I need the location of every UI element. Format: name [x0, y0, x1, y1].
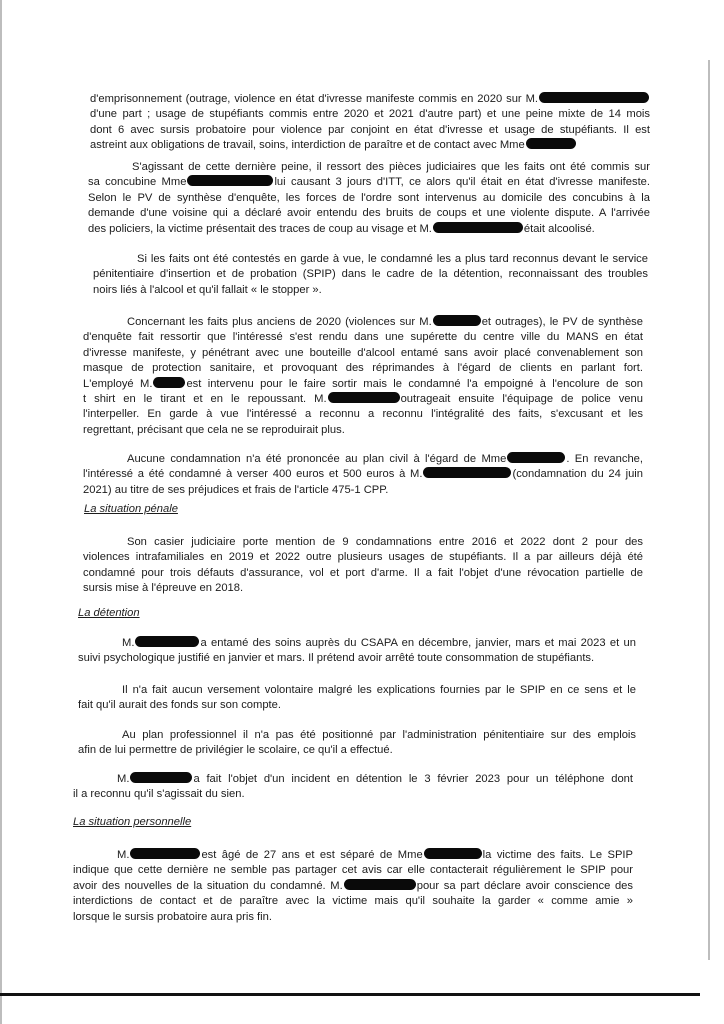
- text-run: sursis mise à l'épreuve en 2018.: [83, 582, 244, 595]
- redaction-bar: [539, 92, 649, 103]
- right-scan-edge: [708, 60, 710, 960]
- paragraph: [73, 848, 633, 925]
- paragraph: [83, 535, 643, 597]
- text-run: Concernant les faits plus anciens de 2020 (violences sur M.: [127, 316, 432, 328]
- text-run: afin de lui permettre de privilégier le scolaire, ce qu'il a effectué.: [78, 744, 393, 757]
- text-line: [83, 423, 643, 438]
- text-run: pénitentiaire d'insertion et de probation (SPIP) dans le cadre de la détention, reconnaissant des troubles: [93, 268, 648, 281]
- text-run: astreint aux obligations de travail, soins, interdiction de paraître et de contact avec Mme: [90, 139, 525, 152]
- redaction-bar: [433, 222, 523, 233]
- left-scan-edge: [0, 0, 2, 1024]
- text-run: interdictions de contact et de paraître avec la victime mais qu'il souhaite la garder « comme amie »: [73, 895, 633, 908]
- redaction-bar: [344, 879, 416, 890]
- text-line: [78, 683, 636, 698]
- text-run: outrageait ensuite l'équipage de police venu: [400, 393, 643, 406]
- text-line: [73, 910, 633, 925]
- text-line: [83, 346, 643, 361]
- text-run: violences intrafamiliales en 2019 et 2022 outre plusieurs usages de stupéfiants. Il a par ailleurs déjà été: [83, 551, 643, 564]
- text-line: [83, 315, 643, 330]
- text-run: M.: [117, 773, 130, 785]
- redaction-bar: [130, 848, 200, 859]
- text-line: [83, 581, 643, 596]
- text-run: dont 6 avec sursis probatoire pour violence par conjoint en état d'ivresse et usage de stupéfiants. Il est: [90, 123, 650, 136]
- redaction-bar: [328, 392, 400, 403]
- heading-situation-penale: La situation pénale: [84, 503, 178, 515]
- text-run: a fait l'objet d'un incident en détention le 3 février 2023 pour un téléphone dont: [193, 773, 633, 785]
- text-run: avoir des nouvelles de la situation du condamné. M.: [73, 879, 343, 892]
- text-run: Selon le PV de synthèse d'enquête, les forces de l'ordre sont intervenus au domicile des concubins à la: [88, 191, 650, 204]
- text-run: regrettant, précisant que cela ne se reproduirait plus.: [83, 423, 345, 436]
- text-line: [90, 138, 650, 153]
- text-run: lui causant 3 jours d'ITT, ce alors qu'il était en état d'ivresse manifeste.: [274, 176, 651, 189]
- text-run: suivi psychologique justifié en janvier et mars. Il prétend avoir arrêté toute consommation de stupéfiants.: [78, 652, 595, 665]
- text-line: [73, 787, 633, 802]
- text-line: [73, 863, 633, 878]
- redaction-bar: [423, 467, 511, 478]
- text-run: d'une part ; usage de stupéfiants commis entre 2020 et 2021 d'autre part) et une peine mixte de 14 mois: [90, 108, 650, 121]
- text-run: l'intéressé a été condamné à verser 400 euros et 500 euros à M.: [83, 468, 423, 481]
- text-line: [93, 283, 648, 298]
- redaction-bar: [153, 377, 185, 388]
- text-run: M.: [117, 849, 130, 861]
- text-line: [83, 377, 643, 392]
- page-bottom-rule: [0, 993, 700, 996]
- text-run: a entamé des soins auprès du CSAPA en décembre, janvier, mars et mai 2023 et un: [200, 637, 636, 649]
- paragraph: [83, 452, 643, 498]
- text-line: [78, 698, 636, 713]
- text-line: [88, 175, 650, 190]
- text-line: [90, 107, 650, 122]
- text-run: et outrages), le PV de synthèse: [481, 316, 643, 328]
- text-run: . En revanche,: [566, 453, 643, 465]
- text-run: d'ivresse manifeste, y pénétrant avec une bouteille d'alcool entamé sans avoir placé convenablement son: [83, 346, 643, 359]
- text-run: était alcoolisé.: [523, 222, 595, 235]
- text-line: [88, 222, 650, 237]
- redaction-bar: [130, 772, 192, 783]
- text-run: sa concubine Mme: [88, 176, 187, 189]
- text-line: [83, 407, 643, 422]
- text-line: [83, 361, 643, 376]
- text-run: t shirt en le tirant et en le repoussant. M.: [83, 393, 327, 406]
- text-line: [83, 566, 643, 581]
- redaction-bar: [187, 175, 273, 186]
- text-line: [73, 894, 633, 909]
- text-run: masque de protection sanitaire, et provoquant des réprimandes à l'égard de clients en parlant fort.: [83, 362, 643, 375]
- text-line: [83, 535, 643, 550]
- text-line: [88, 160, 650, 175]
- redaction-bar: [433, 315, 481, 326]
- paragraph: [78, 636, 636, 667]
- redaction-bar: [526, 138, 576, 149]
- text-line: [88, 206, 650, 221]
- text-run: condamné pour trois défauts d'assurance, vol et port d'arme. Il a fait l'objet d'une révocation partielle de: [83, 566, 643, 579]
- heading-detention: La détention: [78, 607, 140, 619]
- text-line: [78, 651, 636, 666]
- redaction-bar: [135, 636, 199, 647]
- redaction-bar: [507, 452, 565, 463]
- text-run: 2021) au titre de ses préjudices et frais de l'article 475-1 CPP.: [83, 483, 389, 496]
- text-run: la victime des faits. Le SPIP: [482, 849, 633, 861]
- paragraph: [73, 772, 633, 803]
- paragraph: [88, 160, 650, 237]
- paragraph: [90, 92, 650, 154]
- text-line: [88, 191, 650, 206]
- heading-situation-personnelle: La situation personnelle: [73, 816, 192, 828]
- text-run: pour sa part déclare avoir conscience des: [416, 879, 633, 892]
- text-line: [78, 728, 636, 743]
- text-run: Il n'a fait aucun versement volontaire malgré les explications fournies par le SPIP en ce sens et le: [122, 684, 636, 696]
- text-line: [83, 467, 643, 482]
- text-run: il a reconnu qu'il s'agissait du sien.: [73, 788, 245, 801]
- text-run: M.: [122, 637, 135, 649]
- paragraph: [78, 728, 636, 759]
- paragraph: [83, 315, 643, 438]
- text-run: l'interpeller. En garde à vue l'intéressé a reconnu a reconnu l'intégralité des faits, s'excusant et les: [83, 408, 643, 421]
- text-run: fait qu'il aurait des fonds sur son compte.: [78, 699, 281, 712]
- text-line: [83, 330, 643, 345]
- text-run: est intervenu pour le faire sortir mais le condamné l'a empoigné à l'encolure de son: [186, 377, 643, 390]
- text-run: (condamnation du 24 juin: [512, 468, 644, 481]
- text-line: [73, 848, 633, 863]
- paragraph: [93, 252, 648, 298]
- text-line: [78, 636, 636, 651]
- paragraph: [78, 683, 636, 714]
- text-run: d'emprisonnement (outrage, violence en état d'ivresse manifeste commis en 2020 sur M.: [90, 93, 538, 105]
- text-line: [83, 452, 643, 467]
- text-run: L'employé M.: [83, 377, 153, 390]
- redaction-bar: [424, 848, 482, 859]
- text-line: [93, 267, 648, 282]
- text-run: des policiers, la victime présentait des traces de coup au visage et M.: [88, 222, 432, 235]
- text-line: [90, 92, 650, 107]
- text-run: indique que cette dernière ne semble pas partager cet avis car elle contacterait régulièrement le SPIP pour: [73, 864, 633, 877]
- text-line: [93, 252, 648, 267]
- text-run: noirs liés à l'alcool et qu'il fallait « le stopper ».: [93, 283, 322, 296]
- text-line: [73, 772, 633, 787]
- text-run: Aucune condamnation n'a été prononcée au plan civil à l'égard de Mme: [127, 453, 507, 465]
- text-run: demande d'une voisine qui a déclaré avoir entendu des bruits de coups et une violente dispute. A l'arrivée: [88, 207, 650, 220]
- text-line: [90, 123, 650, 138]
- text-run: Si les faits ont été contestés en garde à vue, le condamné les a plus tard reconnus devant le service: [137, 253, 648, 265]
- text-line: [83, 550, 643, 565]
- text-run: S'agissant de cette dernière peine, il ressort des pièces judiciaires que les faits ont été commis sur: [132, 161, 650, 173]
- text-run: est âgé de 27 ans et est séparé de Mme: [201, 849, 423, 861]
- text-line: [78, 743, 636, 758]
- text-run: d'enquête fait ressortir que l'intéressé s'est rendu dans une supérette du centre ville du MANS en état: [83, 331, 643, 344]
- text-line: [73, 879, 633, 894]
- text-run: Son casier judiciaire porte mention de 9 condamnations entre 2016 et 2022 dont 2 pour des: [127, 536, 643, 548]
- text-run: Au plan professionnel il n'a pas été positionné par l'administration pénitentiaire sur des emplois: [122, 729, 636, 741]
- text-run: lorsque le sursis probatoire aura pris fin.: [73, 910, 272, 923]
- text-line: [83, 392, 643, 407]
- text-line: [83, 483, 643, 498]
